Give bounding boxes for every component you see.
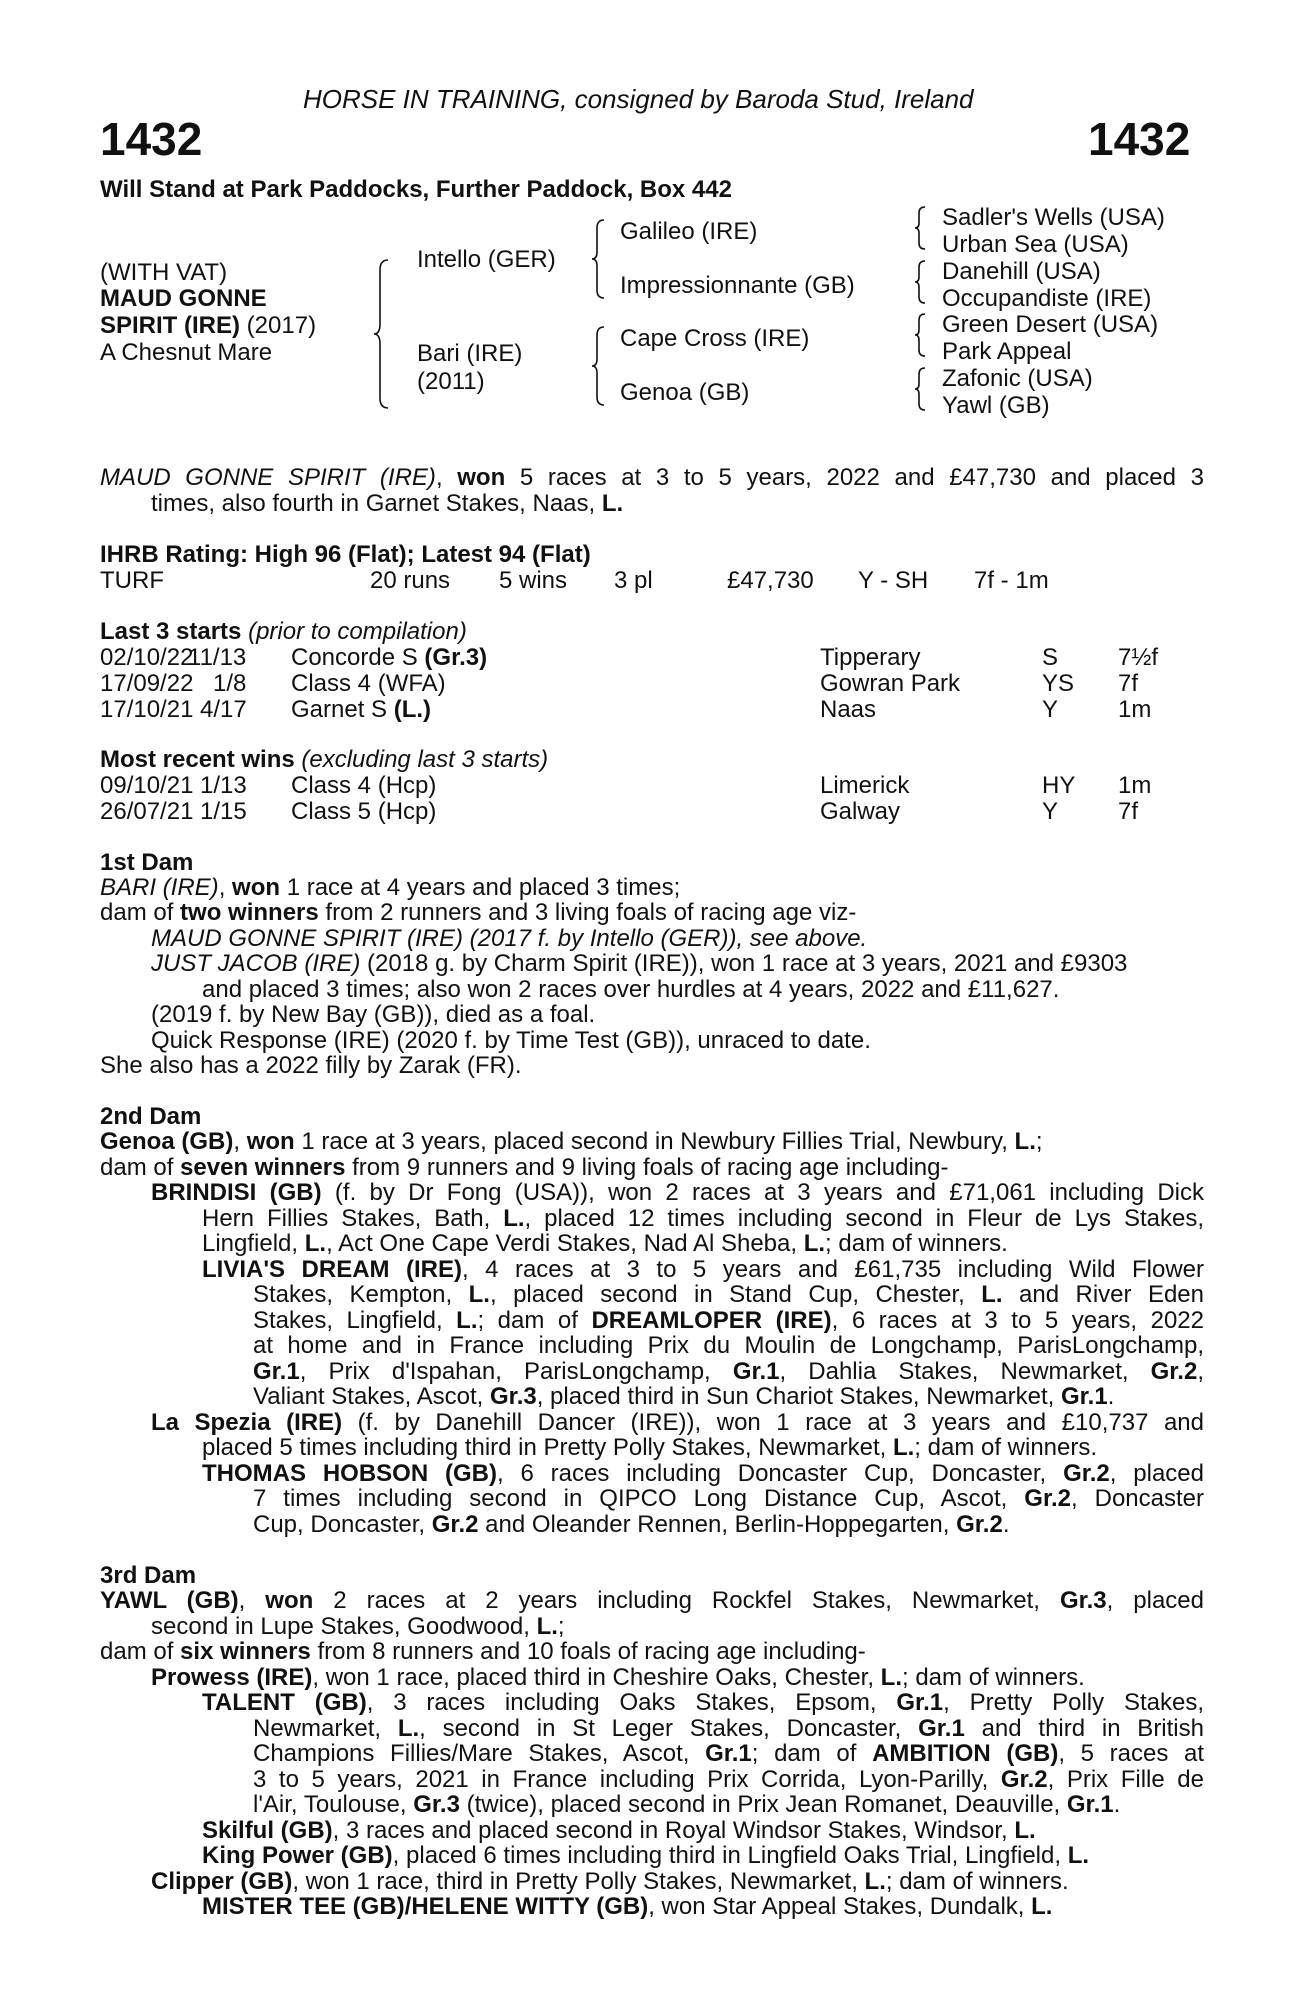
dam1-line6: (2019 f. by New Bay (GB)), died as a foal.	[151, 1001, 596, 1028]
livia-line2	[253, 1282, 1204, 1307]
livia-line5	[253, 1359, 1204, 1384]
horse-description: A Chesnut Mare	[100, 339, 273, 366]
txt: , Prix d'Ispahan, ParisLongchamp,	[299, 1358, 733, 1385]
last-start-row	[100, 697, 1210, 722]
txt: , placed second in Stand Cup, Chester,	[489, 1281, 982, 1308]
summary-text1: 5 races at 3 to 5 years, 2022 and £47,730 and placed 3	[505, 464, 1204, 491]
txt: , placed	[1106, 1587, 1205, 1614]
dam2-l2a: dam of	[100, 1154, 181, 1181]
txt: and third in British	[964, 1715, 1204, 1742]
last-start-row	[100, 645, 1210, 670]
txt: and Oleander Rennen, Berlin-Hoppegarten,	[478, 1511, 957, 1538]
pedigree-sd: Impressionnante (GB)	[620, 272, 855, 299]
txt: ; dam of winners.	[914, 1434, 1098, 1461]
spezia-line2	[202, 1435, 1097, 1460]
spezia-name: La Spezia (IRE)	[151, 1409, 343, 1436]
pedigree-sdd: Occupandiste (IRE)	[942, 285, 1152, 312]
dam2-name: Genoa (GB)	[100, 1128, 234, 1155]
summary-text2: times, also fourth in Garnet Stakes, Naas,	[151, 490, 602, 517]
grade-mark: Gr.1	[1060, 1383, 1108, 1410]
listed-mark: L.	[1031, 1893, 1053, 1920]
horse-year: (2017)	[240, 312, 317, 339]
row-course: Naas	[820, 696, 877, 723]
rating-wins: 5 wins	[499, 567, 568, 594]
hobson-line3	[253, 1512, 1010, 1537]
dam1-line2	[100, 900, 856, 925]
grade-mark: Gr.1	[732, 1358, 780, 1385]
talent-line1	[202, 1690, 1204, 1715]
txt: , Pretty Polly Stakes,	[943, 1689, 1205, 1716]
txt: , placed 6 times including third in Lingfield Oaks Trial, Lingfield,	[392, 1842, 1068, 1869]
txt: , Prix Fille de	[1047, 1766, 1204, 1793]
txt: l'Air, Toulouse,	[253, 1791, 414, 1818]
dam3-line3	[100, 1639, 866, 1664]
row-course: Tipperary	[820, 644, 921, 671]
grade-mark: Gr.2	[956, 1511, 1003, 1538]
txt: Hern Fillies Stakes, Bath,	[202, 1205, 504, 1232]
brace-sire-dam	[372, 258, 392, 410]
dam3-line1: YAWL (GB), won 2 races at 2 years including Rockfel Stakes, Newmarket, Gr.3, placed	[100, 1587, 1205, 1614]
txt: Newmarket,	[253, 1715, 398, 1742]
grade-mark: Gr.3	[1059, 1587, 1107, 1614]
dam2-won: won	[246, 1128, 295, 1155]
txt: , Dahlia Stakes, Newmarket,	[779, 1358, 1151, 1385]
grade-mark: Gr.2	[1063, 1460, 1110, 1487]
row-pos: 1/13	[200, 772, 247, 799]
txt: ;	[557, 1613, 565, 1640]
pedigree-sire: Intello (GER)	[417, 246, 556, 273]
listed-mark: L.	[304, 1230, 327, 1257]
dam1-l4-name: JUST JACOB (IRE)	[151, 950, 361, 977]
rating-earnings: £47,730	[727, 567, 814, 594]
txt: , 6 races at 3 to 5 years, 2022	[831, 1307, 1204, 1334]
consignment-line: HORSE IN TRAINING, consigned by Baroda Stud, Ireland	[303, 84, 974, 114]
livia-line4: at home and in France including Prix du Moulin de Longchamp, ParisLongchamp,	[253, 1332, 1204, 1359]
txt: , Act One Cape Verdi Stakes, Nad Al Sheba,	[326, 1230, 804, 1257]
pedigree-ss: Galileo (IRE)	[620, 218, 758, 245]
txt: .	[1002, 1511, 1010, 1538]
talent-line3	[253, 1741, 1204, 1766]
txt: , 5 races at	[1058, 1740, 1205, 1767]
brace-dam-parents	[590, 325, 606, 407]
row-grade: (Gr.3)	[424, 644, 488, 671]
txt: , placed third in Sun Chariot Stakes, Newmarket,	[536, 1383, 1061, 1410]
txt: Lingfield,	[202, 1230, 305, 1257]
dam3-line2	[151, 1614, 565, 1639]
brindisi-line1	[151, 1180, 1204, 1205]
summary-listed: L.	[601, 490, 624, 517]
txt: ; dam of	[477, 1307, 592, 1334]
dam1-won: won	[232, 874, 281, 901]
prowess-line	[151, 1665, 1085, 1690]
brindisi-line2	[202, 1206, 1204, 1231]
dam2-line1: Genoa (GB), won 1 race at 3 years, placed second in Newbury Fillies Trial, Newbury, L.;	[100, 1128, 1043, 1155]
hobson-line2	[253, 1486, 1204, 1511]
txt: placed 5 times including third in Pretty Polly Stakes, Newmarket,	[202, 1434, 893, 1461]
row-dist: 7f	[1118, 798, 1139, 825]
row-date: 02/10/22	[100, 644, 194, 671]
vat-label: (WITH VAT)	[100, 259, 228, 286]
txt: Cup, Doncaster,	[253, 1511, 432, 1538]
listed-mark: L.	[503, 1205, 525, 1232]
grade-mark: Gr.3	[413, 1791, 460, 1818]
row-course: Limerick	[820, 772, 910, 799]
grade-mark: Gr.1	[1066, 1791, 1114, 1818]
txt: ; dam of	[751, 1740, 873, 1767]
skilful-line	[202, 1818, 1036, 1843]
dam2-l1-end: ;	[1035, 1128, 1043, 1155]
row-course: Galway	[820, 798, 901, 825]
dam1-line8: She also has a 2022 filly by Zarak (FR).	[100, 1052, 522, 1079]
dam2-l1-listed: L.	[1014, 1128, 1036, 1155]
brace-ds-parents	[913, 312, 927, 358]
horse-name-line2	[100, 313, 316, 338]
last-starts-heading	[100, 619, 467, 644]
row-race	[291, 697, 431, 722]
dam2-l2b: seven winners	[180, 1154, 346, 1181]
kingpower-name: King Power (GB)	[202, 1842, 393, 1869]
dam1-l2c: from 2 runners and 3 living foals of racing age viz-	[318, 899, 857, 926]
brace-sire-parents	[590, 218, 606, 300]
dam3-won: won	[265, 1587, 314, 1614]
summary-won: won	[457, 464, 506, 491]
pedigree-sss: Sadler's Wells (USA)	[942, 204, 1165, 231]
horse-name-line1: MAUD GONNE	[100, 285, 267, 312]
rating-going: Y - SH	[858, 567, 929, 594]
summary-line2	[151, 491, 623, 516]
last-start-row	[100, 671, 1210, 696]
pedigree-ddd: Yawl (GB)	[942, 392, 1050, 419]
txt: , 4 races at 3 to 5 years and £61,735 including Wild Flower	[462, 1256, 1205, 1283]
summary-line1: MAUD GONNE SPIRIT (IRE), won 5 races at 3 to 5 years, 2022 and £47,730 and placed 3	[100, 464, 1204, 491]
recent-wins-note: (excluding last 3 starts)	[294, 746, 549, 773]
txt: ,	[1197, 1358, 1204, 1385]
listed-mark: L.	[536, 1613, 558, 1640]
row-going: YS	[1042, 670, 1075, 697]
dam2-l1-text: 1 race at 3 years, placed second in Newbury Fillies Trial, Newbury,	[294, 1128, 1015, 1155]
rating-placed: 3 pl	[614, 567, 653, 594]
listed-mark: L.	[468, 1281, 490, 1308]
brace-sd-parents	[913, 259, 927, 305]
hobson-name: THOMAS HOBSON (GB)	[202, 1460, 497, 1487]
txt: , Doncaster	[1071, 1485, 1205, 1512]
recent-win-row	[100, 799, 1210, 824]
dreamloper-name: DREAMLOPER (IRE)	[591, 1307, 832, 1334]
row-pos: 4/17	[200, 696, 247, 723]
brace-ss-parents	[913, 205, 927, 251]
txt: Stakes, Lingfield,	[253, 1307, 457, 1334]
dam1-l3-name: MAUD GONNE SPIRIT (IRE)	[151, 925, 464, 952]
txt: and River Eden	[1002, 1281, 1204, 1308]
row-going: Y	[1042, 696, 1059, 723]
listed-mark: L.	[456, 1307, 478, 1334]
txt: ; dam of winners.	[885, 1868, 1069, 1895]
row-dist: 7½f	[1118, 644, 1159, 671]
row-race-text: Garnet S	[291, 696, 394, 723]
listed-mark: L.	[892, 1434, 915, 1461]
talent-line5	[253, 1792, 1120, 1817]
listed-mark: L.	[397, 1715, 420, 1742]
clipper-name: Clipper (GB)	[151, 1868, 293, 1895]
dam1-line4	[151, 951, 1127, 976]
row-dist: 1m	[1118, 772, 1152, 799]
pedigree-dsd: Park Appeal	[942, 338, 1072, 365]
txt: .	[1107, 1383, 1115, 1410]
txt: Champions Fillies/Mare Stakes, Ascot,	[253, 1740, 706, 1767]
dam1-line3	[151, 926, 867, 951]
pedigree-dam: Bari (IRE)	[417, 340, 523, 367]
row-going: Y	[1042, 798, 1059, 825]
recent-win-row	[100, 773, 1210, 798]
row-course: Gowran Park	[820, 670, 961, 697]
spezia-line1	[151, 1410, 1204, 1435]
grade-mark: Gr.3	[490, 1383, 537, 1410]
dam1-line5: and placed 3 times; also won 2 races over hurdles at 4 years, 2022 and £11,627.	[202, 976, 1060, 1003]
last-starts-note: (prior to compilation)	[241, 618, 467, 645]
dam1-l4-text: (2018 g. by Charm Spirit (IRE)), won 1 race at 3 years, 2021 and £9303	[360, 950, 1128, 977]
grade-mark: Gr.2	[1000, 1766, 1048, 1793]
hobson-line1	[202, 1461, 1204, 1486]
txt: , placed 12 times including second in Fleur de Lys Stakes,	[524, 1205, 1204, 1232]
grade-mark: Gr.2	[1150, 1358, 1198, 1385]
lot-number-left: 1432	[100, 113, 203, 165]
row-pos: 1/8	[213, 670, 247, 697]
pedigree-dss: Green Desert (USA)	[942, 311, 1159, 338]
pedigree-dam-year: (2011)	[417, 368, 485, 395]
txt: , won Star Appeal Stakes, Dundalk,	[648, 1893, 1032, 1920]
row-race-text: Class 4 (WFA)	[291, 670, 446, 697]
clipper-line	[151, 1869, 1069, 1894]
livia-line1	[202, 1257, 1204, 1282]
dam2-heading: 2nd Dam	[100, 1103, 202, 1130]
dam3-name: YAWL (GB)	[100, 1587, 239, 1614]
txt: Stakes, Kempton,	[253, 1281, 469, 1308]
brace-dd-parents	[913, 366, 927, 412]
txt: 7 times including second in QIPCO Long Distance Cup, Ascot,	[253, 1485, 1025, 1512]
listed-mark: L.	[981, 1281, 1003, 1308]
txt: , 3 races and placed second in Royal Windsor Stakes, Windsor,	[332, 1817, 1015, 1844]
stand-location: Will Stand at Park Paddocks, Further Paddock, Box 442	[100, 176, 732, 203]
listed-mark: L.	[864, 1868, 886, 1895]
dam2-l2c: from 9 runners and 9 living foals of racing age including-	[345, 1154, 949, 1181]
txt: 3 to 5 years, 2021 in France including Prix Corrida, Lyon-Parilly,	[253, 1766, 1001, 1793]
txt: 2 races at 2 years including Rockfel Stakes, Newmarket,	[313, 1587, 1060, 1614]
row-date: 26/07/21	[100, 798, 194, 825]
brindisi-text: (f. by Dr Fong (USA)), won 2 races at 3 years and £71,061 including Dick	[321, 1179, 1204, 1206]
row-date: 17/09/22	[100, 670, 194, 697]
dam1-l1-text: 1 race at 4 years and placed 3 times;	[280, 874, 681, 901]
row-race	[291, 671, 446, 696]
row-dist: 1m	[1118, 696, 1152, 723]
livia-line6	[253, 1384, 1114, 1409]
talent-name: TALENT (GB)	[202, 1689, 367, 1716]
row-going: S	[1042, 644, 1059, 671]
row-pos: 11/13	[188, 644, 247, 671]
rating-runs: 20 runs	[370, 567, 451, 594]
grade-mark: Gr.1	[896, 1689, 944, 1716]
txt: .	[1113, 1791, 1121, 1818]
skilful-name: Skilful (GB)	[202, 1817, 333, 1844]
pedigree-dds: Zafonic (USA)	[942, 365, 1093, 392]
row-race: Class 4 (Hcp)	[291, 772, 437, 799]
mister-line	[202, 1894, 1052, 1919]
listed-mark: L.	[1067, 1842, 1090, 1869]
pedigree-dd: Genoa (GB)	[620, 379, 750, 406]
kingpower-line	[202, 1843, 1089, 1868]
recent-wins-title: Most recent wins	[100, 746, 295, 773]
listed-mark: L.	[803, 1230, 826, 1257]
talent-line2	[253, 1716, 1204, 1741]
pedigree-sds: Danehill (USA)	[942, 258, 1101, 285]
row-going: HY	[1042, 772, 1076, 799]
grade-mark: Gr.2	[1024, 1485, 1071, 1512]
prowess-name: Prowess (IRE)	[151, 1664, 313, 1691]
row-race	[291, 645, 487, 670]
lot-number-right: 1432	[1088, 113, 1191, 165]
dam1-line1: BARI (IRE), won 1 race at 4 years and placed 3 times;	[100, 874, 681, 901]
row-dist: 7f	[1118, 670, 1139, 697]
txt: , won 1 race, placed third in Cheshire Oaks, Chester,	[312, 1664, 881, 1691]
txt: , won 1 race, third in Pretty Polly Stakes, Newmarket,	[292, 1868, 865, 1895]
brindisi-name: BRINDISI (GB)	[151, 1179, 322, 1206]
dam1-line7: Quick Response (IRE) (2020 f. by Time Test (GB)), unraced to date.	[151, 1027, 871, 1054]
brindisi-line3	[202, 1231, 1008, 1256]
grade-mark: Gr.2	[431, 1511, 479, 1538]
txt: (twice), placed second in Prix Jean Romanet, Deauville,	[459, 1791, 1067, 1818]
rating-surface: TURF	[100, 567, 164, 594]
txt: , second in St Leger Stakes, Doncaster,	[419, 1715, 919, 1742]
row-race-text: Concorde S	[291, 644, 425, 671]
pedigree-ssd: Urban Sea (USA)	[942, 231, 1129, 258]
txt: ; dam of winners.	[825, 1230, 1008, 1257]
dam1-name: BARI (IRE)	[100, 874, 219, 901]
pedigree-ds: Cape Cross (IRE)	[620, 325, 810, 352]
summary-horse-name: MAUD GONNE SPIRIT (IRE)	[100, 464, 436, 491]
grade-mark: Gr.1	[918, 1715, 965, 1742]
txt: Valiant Stakes, Ascot,	[253, 1383, 491, 1410]
mister-name: MISTER TEE (GB)/HELENE WITTY (GB)	[202, 1893, 649, 1920]
last-starts-title: Last 3 starts	[100, 618, 242, 645]
dam1-heading: 1st Dam	[100, 849, 194, 876]
row-grade: (L.)	[393, 696, 432, 723]
grade-mark: Gr.1	[253, 1358, 300, 1385]
listed-mark: L.	[880, 1664, 902, 1691]
listed-mark: L.	[1014, 1817, 1036, 1844]
txt: , 3 races including Oaks Stakes, Epsom,	[366, 1689, 897, 1716]
recent-wins-heading	[100, 747, 548, 772]
dam3-heading: 3rd Dam	[100, 1562, 197, 1589]
row-pos: 1/15	[200, 798, 247, 825]
rating-distance: 7f - 1m	[974, 567, 1049, 594]
dam1-l3-text: (2017 f. by Intello (GER)), see above.	[463, 925, 868, 952]
txt: (f. by Danehill Dancer (IRE)), won 1 race at 3 years and £10,737 and	[342, 1409, 1204, 1436]
talent-line4	[253, 1767, 1204, 1792]
livia-line3	[253, 1308, 1204, 1333]
rating-heading: IHRB Rating: High 96 (Flat); Latest 94 (Flat)	[100, 541, 591, 568]
dam1-l2a: dam of	[100, 899, 181, 926]
livia-name: LIVIA'S DREAM (IRE)	[202, 1256, 462, 1283]
ambition-name: AMBITION (GB)	[872, 1740, 1059, 1767]
grade-mark: Gr.1	[705, 1740, 752, 1767]
six-winners: six winners	[180, 1638, 311, 1665]
row-date: 17/10/21	[100, 696, 194, 723]
dam1-l2b: two winners	[180, 899, 319, 926]
txt: , 6 races including Doncaster Cup, Doncaster,	[496, 1460, 1064, 1487]
txt: from 8 runners and 10 foals of racing age including-	[310, 1638, 866, 1665]
row-date: 09/10/21	[100, 772, 194, 799]
horse-name-line2-text: SPIRIT (IRE)	[100, 312, 241, 339]
txt: , placed	[1109, 1460, 1204, 1487]
row-race: Class 5 (Hcp)	[291, 798, 437, 825]
txt: ; dam of winners.	[902, 1664, 1085, 1691]
txt: second in Lupe Stakes, Goodwood,	[151, 1613, 537, 1640]
txt: dam of	[100, 1638, 181, 1665]
dam2-line2	[100, 1155, 948, 1180]
